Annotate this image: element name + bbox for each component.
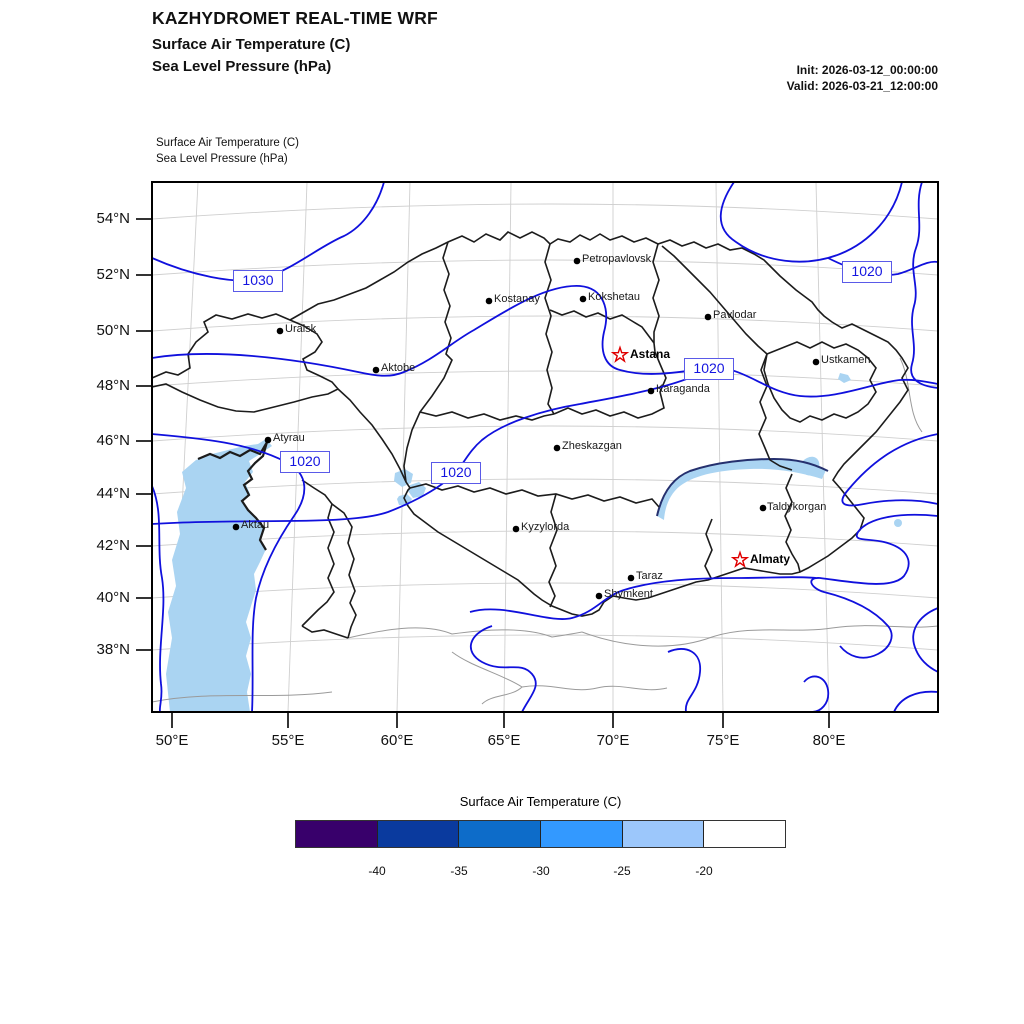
isobar-label-1020: 1020 bbox=[431, 462, 481, 484]
lon-tick-label: 55°E bbox=[271, 732, 305, 749]
colorbar-bin-2 bbox=[377, 821, 459, 847]
colorbar-bin-5 bbox=[622, 821, 704, 847]
lon-tick-label: 60°E bbox=[380, 732, 414, 749]
colorbar-bin-6 bbox=[703, 821, 785, 847]
lon-tick-label: 70°E bbox=[596, 732, 630, 749]
city-label-aktobe: Aktobe bbox=[381, 362, 416, 374]
capital-star-astana bbox=[613, 348, 627, 362]
isobar-label-1030: 1030 bbox=[233, 270, 283, 292]
capital-label-astana: Astana bbox=[630, 347, 671, 361]
lat-tick-label: 50°N bbox=[96, 322, 130, 339]
lon-tick-label: 75°E bbox=[706, 732, 740, 749]
city-label-uralsk: Uralsk bbox=[285, 323, 317, 335]
map-note-line2: Sea Level Pressure (hPa) bbox=[156, 153, 288, 165]
city-label-taraz: Taraz bbox=[636, 570, 663, 582]
title-variable-1: Surface Air Temperature (C) bbox=[152, 36, 351, 53]
caspian-sea bbox=[166, 439, 272, 712]
city-label-zheskazgan: Zheskazgan bbox=[562, 440, 622, 452]
city-label-aktau: Aktau bbox=[241, 519, 270, 531]
lat-tick-label: 48°N bbox=[96, 377, 130, 394]
lat-tick-label: 42°N bbox=[96, 537, 130, 554]
colorbar-bin-3 bbox=[458, 821, 540, 847]
lat-tick-label: 52°N bbox=[96, 266, 130, 283]
lat-tick-label: 38°N bbox=[96, 641, 130, 658]
colorbar-tick: -30 bbox=[532, 864, 550, 878]
page-title: KAZHYDROMET REAL-TIME WRF bbox=[152, 8, 438, 28]
colorbar-tick: -20 bbox=[695, 864, 713, 878]
city-label-karaganda: Karaganda bbox=[656, 383, 710, 395]
isobar-label-1020: 1020 bbox=[280, 451, 330, 473]
capital-label-almaty: Almaty bbox=[750, 552, 791, 566]
city-label-kokshetau: Kokshetau bbox=[588, 291, 640, 303]
lon-tick-label: 80°E bbox=[812, 732, 846, 749]
city-label-ustkamen: Ustkamen bbox=[821, 354, 871, 366]
title-variable-2: Sea Level Pressure (hPa) bbox=[152, 58, 332, 75]
city-label-pavlodar: Pavlodar bbox=[713, 309, 757, 321]
valid-time: Valid: 2026-03-21_12:00:00 bbox=[786, 79, 938, 93]
map-note-line1: Surface Air Temperature (C) bbox=[156, 137, 299, 149]
colorbar-bin-1 bbox=[296, 821, 377, 847]
city-label-kostanay: Kostanay bbox=[494, 293, 540, 305]
isobar-label-1020: 1020 bbox=[842, 261, 892, 283]
lat-tick-label: 46°N bbox=[96, 432, 130, 449]
lat-tick-label: 54°N bbox=[96, 210, 130, 227]
city-label-atyrau: Atyrau bbox=[273, 432, 305, 444]
isobar-label-1020: 1020 bbox=[684, 358, 734, 380]
city-label-taldykorgan: Taldykorgan bbox=[767, 501, 827, 513]
colorbar-title: Surface Air Temperature (C) bbox=[459, 794, 622, 809]
colorbar-tick: -40 bbox=[368, 864, 386, 878]
colorbar-bin-4 bbox=[540, 821, 622, 847]
colorbar bbox=[295, 820, 786, 848]
water-bodies bbox=[166, 373, 902, 712]
lon-tick-label: 50°E bbox=[155, 732, 189, 749]
city-label-kyzylorda: Kyzylorda bbox=[521, 521, 570, 533]
lat-tick-label: 44°N bbox=[96, 485, 130, 502]
lat-tick-label: 40°N bbox=[96, 589, 130, 606]
lon-tick-label: 65°E bbox=[487, 732, 521, 749]
colorbar-tick: -25 bbox=[613, 864, 631, 878]
init-time: Init: 2026-03-12_00:00:00 bbox=[796, 63, 938, 77]
colorbar-tick: -35 bbox=[450, 864, 468, 878]
city-label-shymkent: Shymkent bbox=[604, 588, 653, 600]
lake-zaysan bbox=[838, 373, 851, 383]
capital-star-almaty bbox=[733, 553, 747, 567]
city-label-petropavlovsk: Petropavlovsk bbox=[582, 253, 652, 265]
